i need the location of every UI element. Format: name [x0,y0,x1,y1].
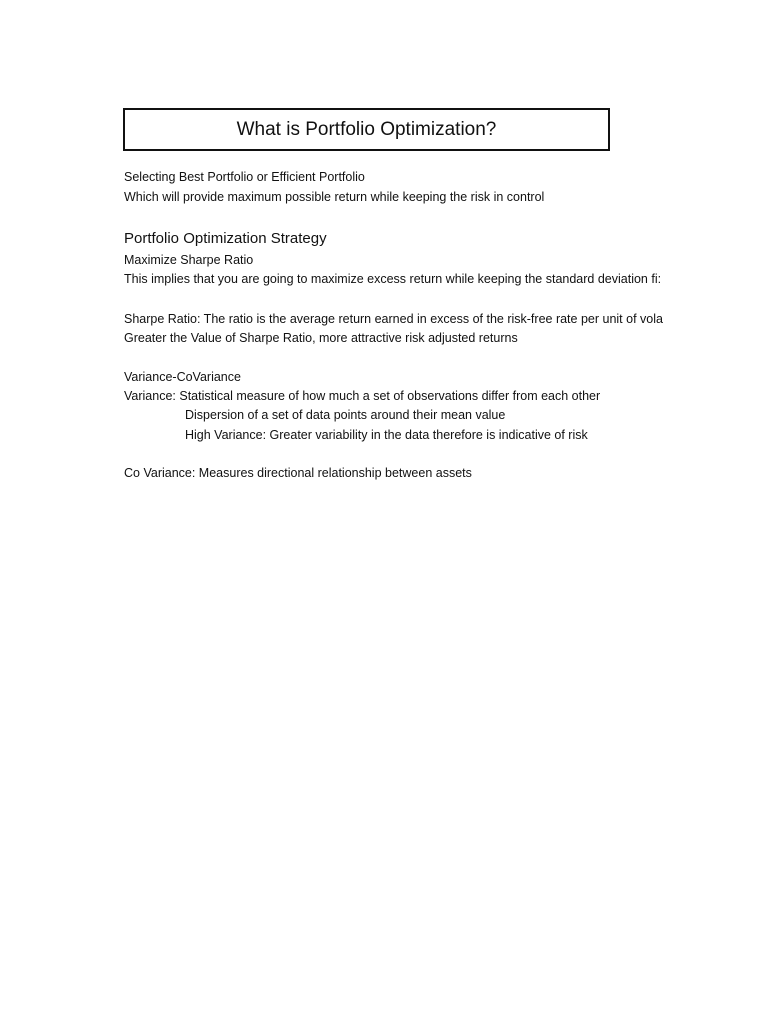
sharpe-definition-clip [124,311,670,329]
intro-line-2: Which will provide maximum possible return while keeping the risk in control [124,190,545,204]
variance-heading: Variance-CoVariance [124,370,241,384]
strategy-description-clip [124,271,670,289]
intro-line-1: Selecting Best Portfolio or Efficient Portfolio [124,170,365,184]
page-title: What is Portfolio Optimization? [236,118,497,140]
strategy-heading: Portfolio Optimization Strategy [124,230,327,247]
strategy-description: This implies that you are going to maximize excess return while keeping the standard deviation fi: [124,272,662,286]
sharpe-note: Greater the Value of Sharpe Ratio, more attractive risk adjusted returns [124,331,518,345]
covariance-definition: Co Variance: Measures directional relationship between assets [124,466,472,480]
variance-definition: Variance: Statistical measure of how much a set of observations differ from each other [124,389,601,403]
strategy-subheading: Maximize Sharpe Ratio [124,253,254,267]
variance-detail-1: Dispersion of a set of data points around their mean value [185,408,506,422]
sharpe-definition: Sharpe Ratio: The ratio is the average return earned in excess of the risk-free rate per unit of vola [124,312,663,326]
variance-detail-2: High Variance: Greater variability in the data therefore is indicative of risk [185,428,588,442]
title-box [123,108,610,151]
